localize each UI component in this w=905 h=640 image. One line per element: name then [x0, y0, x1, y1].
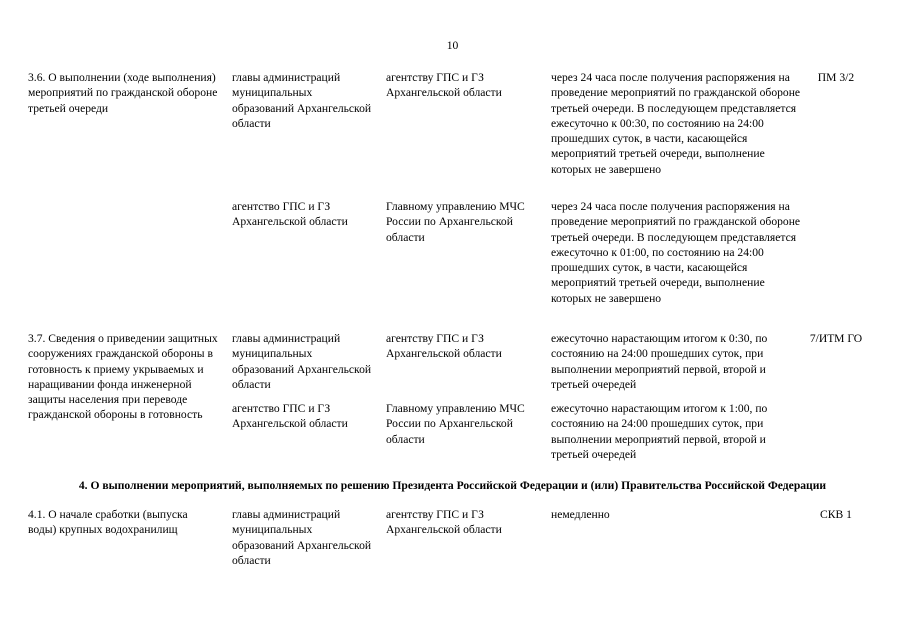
- row-3-7b-recipient: Главному управлению МЧС России по Архангельской области: [386, 402, 525, 446]
- row-3-7-item: 3.7. Сведения о приведении защитных сооружениях гражданской обороны в готовность к приему укрываемых и наращивании фонда инженерной защиты населения при переводе гражданской обороны в готовность: [28, 332, 218, 422]
- row-3-6b-recipient: Главному управлению МЧС России по Архангельской области: [386, 200, 525, 244]
- row-4-1-form: СКВ 1: [820, 508, 852, 521]
- row-3-6-submitter: главы администраций муниципальных образований Архангельской области: [232, 71, 372, 130]
- row-4-1-submitter: главы администраций муниципальных образований Архангельской области: [232, 508, 372, 567]
- row-4-1-recipient: агентству ГПС и ГЗ Архангельской области: [386, 508, 502, 537]
- row-3-6b-deadline: через 24 часа после получения распоряжения на проведение мероприятий по гражданской обороне третьей очереди. В последующем представляется ежесуточно к 01:00, по состоянию на 24:00 прошедших суток, в части, касающейся мероприятий третьей очереди, выполнение которых не завершено: [551, 200, 801, 305]
- section-heading: 4. О выполнении мероприятий, выполняемых по решению Президента Российской Федерации и (или) Правительства Российской Федерации: [78, 479, 827, 492]
- row-3-6-recipient: агентству ГПС и ГЗ Архангельской области: [386, 71, 502, 100]
- row-4-1-item: 4.1. О начале сработки (выпуска воды) крупных водохранилищ: [28, 508, 188, 537]
- row-3-6-form: ПМ 3/2: [817, 71, 855, 84]
- row-4-1-deadline: немедленно: [551, 508, 610, 521]
- page-number: 10: [446, 39, 459, 52]
- row-3-7-form: 7/ИТМ ГО: [809, 332, 863, 345]
- row-3-6-deadline: через 24 часа после получения распоряжения на проведение мероприятий по гражданской обороне третьей очереди. В последующем представляется ежесуточно к 00:30, по состоянию на 24:00 прошедших суток, в части, касающейся мероприятий третьей очереди, выполнение которых не завершено: [551, 71, 801, 176]
- row-3-7-submitter: главы администраций муниципальных образований Архангельской области: [232, 332, 372, 391]
- row-3-7b-deadline: ежесуточно нарастающим итогом к 1:00, по состоянию на 24:00 прошедших суток, при выполнении мероприятий первой, второй и третьей очередей: [551, 402, 768, 461]
- row-3-6b-submitter: агентство ГПС и ГЗ Архангельской области: [232, 200, 348, 229]
- row-3-7b-submitter: агентство ГПС и ГЗ Архангельской области: [232, 402, 348, 431]
- row-3-7-deadline: ежесуточно нарастающим итогом к 0:30, по состоянию на 24:00 прошедших суток, при выполнении мероприятий первой, второй и третьей очередей: [551, 332, 768, 391]
- row-3-6-item: 3.6. О выполнении (ходе выполнения) мероприятий по гражданской обороне третьей очереди: [28, 71, 218, 115]
- row-3-7-recipient: агентству ГПС и ГЗ Архангельской области: [386, 332, 502, 361]
